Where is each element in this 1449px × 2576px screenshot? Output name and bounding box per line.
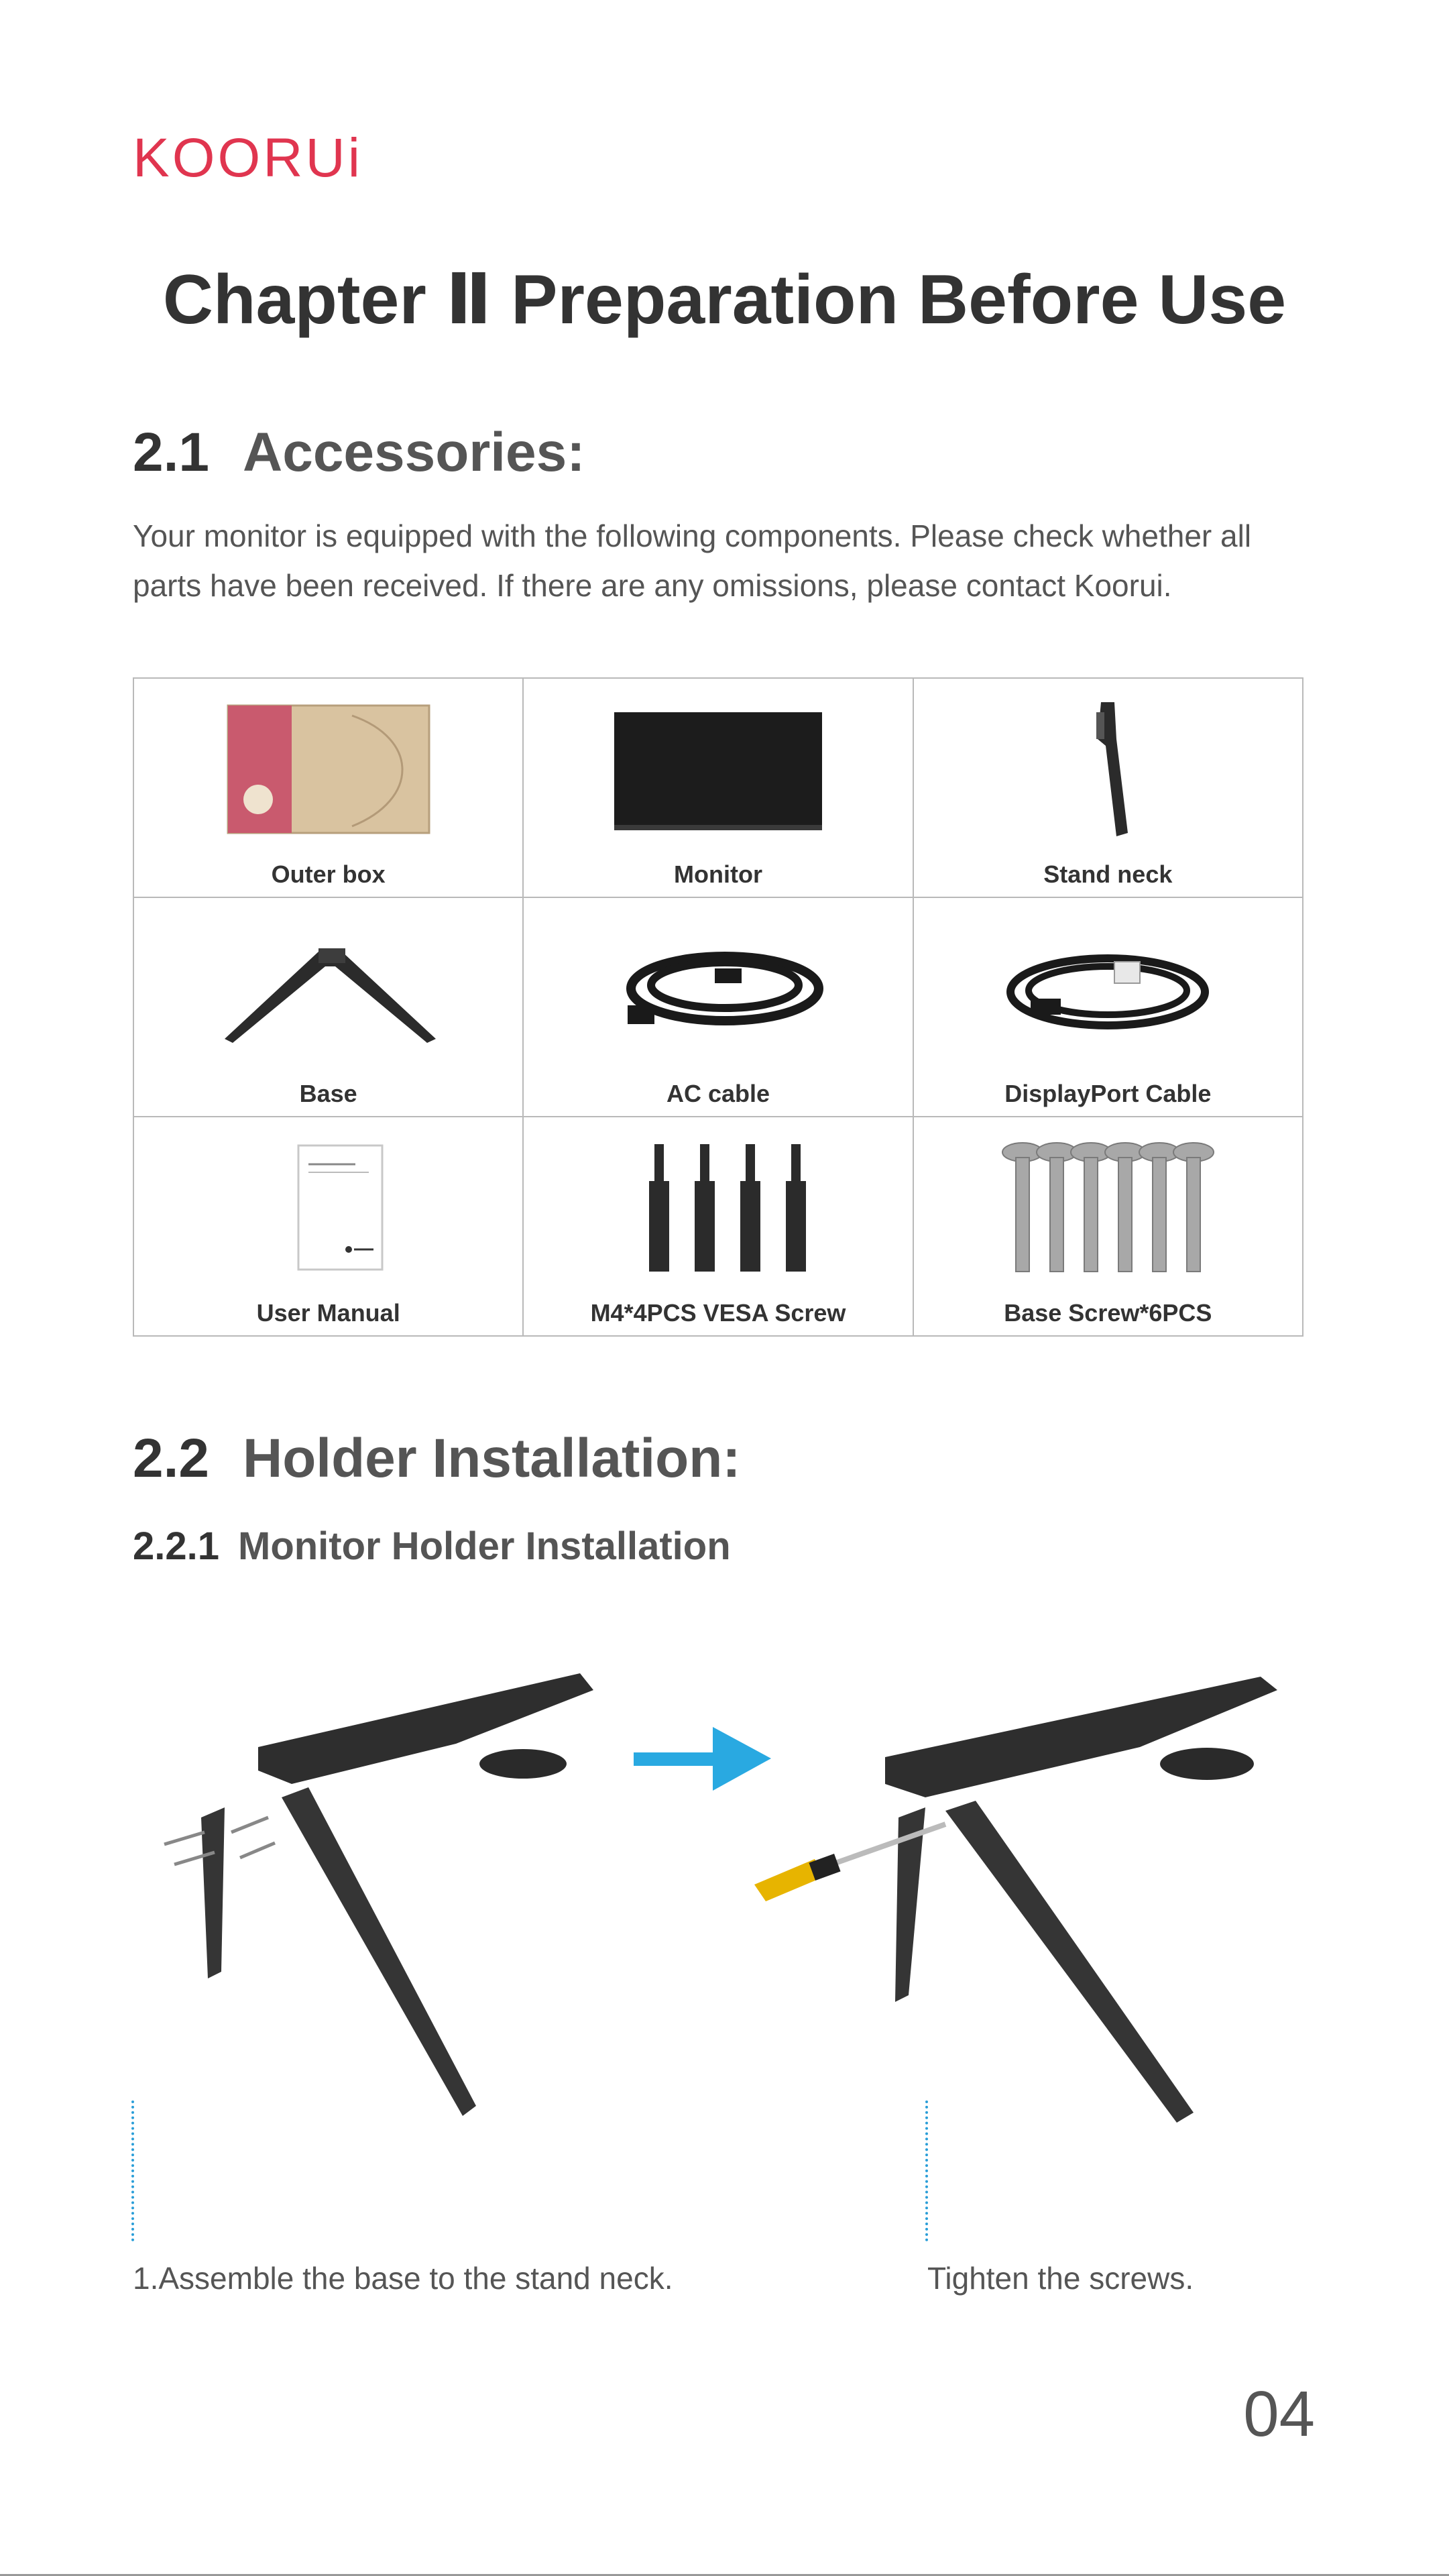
step1-guide-line [131,2101,134,2241]
section-title: Accessories: [243,422,585,483]
accessory-cell [523,1117,913,1336]
base-icon [218,918,439,1059]
page-number: 04 [1243,2378,1315,2450]
step1-caption: 1.Assemble the base to the stand neck. [133,2261,673,2296]
accessory-label: Base [299,1080,357,1107]
chapter-label: Chapter [162,261,426,339]
step2-guide-line [925,2101,928,2241]
accessory-label: User Manual [256,1299,400,1327]
chapter-name: Preparation Before Use [511,261,1287,339]
accessory-label: Monitor [674,860,762,888]
step2-caption: Tighten the screws. [927,2261,1194,2296]
accessory-cell [913,897,1303,1117]
accessory-cell [913,678,1303,897]
accessory-cell [523,897,913,1117]
chapter-numeral: Ⅱ [445,261,492,339]
koorui-logo [133,131,374,184]
subsection-title: Monitor Holder Installation [238,1524,731,1568]
section-number: 2.2 [133,1428,209,1489]
chapter-title [0,258,1449,340]
step2-illustration [751,1663,1308,2133]
vesa-screw-icon [607,1137,829,1278]
accessory-label: Outer box [271,860,386,888]
accessory-label: DisplayPort Cable [1004,1080,1212,1107]
section-number: 2.1 [133,422,209,483]
accessory-cell [523,678,913,897]
section-title: Holder Installation: [243,1428,741,1489]
box-icon [218,699,439,840]
step1-illustration [161,1663,617,2133]
stand-neck-icon [997,699,1218,840]
ac-cable-icon [607,918,829,1059]
base-screw-icon [960,1137,1255,1278]
accessory-label: Stand neck [1043,860,1173,888]
accessory-label: M4*4PCS VESA Screw [590,1299,846,1327]
accessory-cell [913,1117,1303,1336]
monitor-icon [607,699,829,840]
accessories-table [133,677,1303,1337]
displayport-cable-icon [997,918,1218,1059]
subsection-number: 2.2.1 [133,1524,219,1568]
accessory-cell [133,678,523,897]
accessory-label: AC cable [666,1080,770,1107]
accessory-cell [133,897,523,1117]
accessory-cell [133,1117,523,1336]
accessory-label: Base Screw*6PCS [1004,1299,1212,1327]
section-heading-accessories [133,421,585,484]
section-heading-holder [133,1427,741,1490]
manual-icon [218,1137,439,1278]
subsection-heading [133,1524,731,1569]
accessories-intro: Your monitor is equipped with the following components. Please check whether all parts have been received. If there are any omissions, please contact Koorui. [133,518,1252,603]
svg-text:KOORUi: KOORUi [133,131,363,184]
